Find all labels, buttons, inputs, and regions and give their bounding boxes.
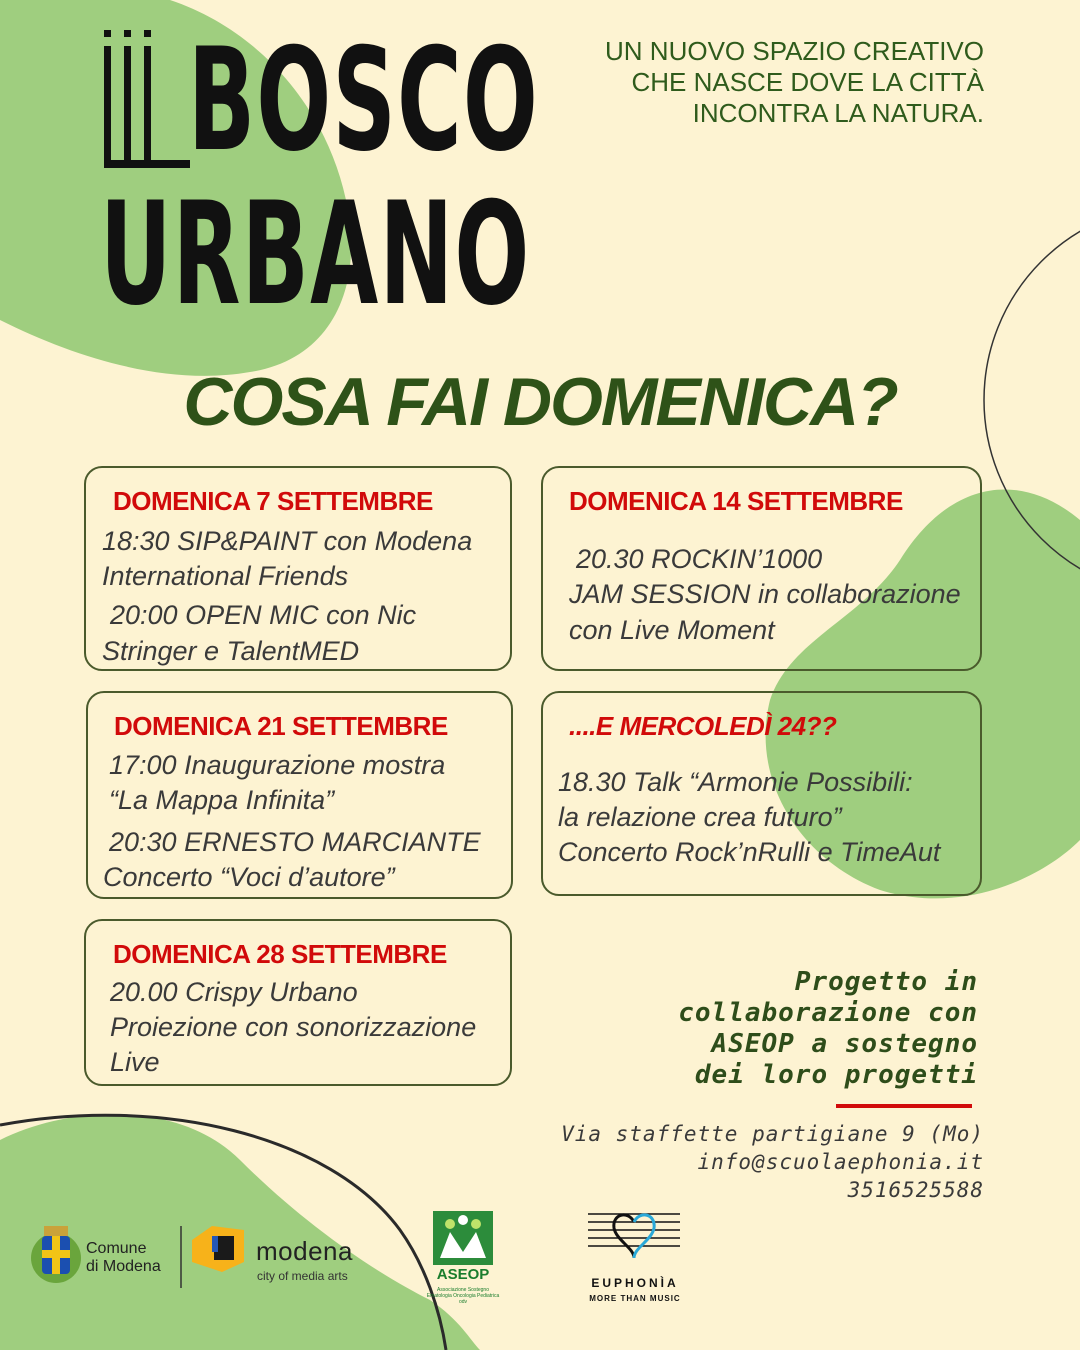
logo-line-urbano: URBANO — [100, 172, 531, 337]
project-line: Progetto in — [794, 967, 978, 997]
event-line: 20:00 OPEN MIC con Nic — [110, 600, 417, 630]
project-note — [578, 967, 978, 1091]
sponsor-modena-name: modena — [256, 1236, 353, 1266]
event-date: DOMENICA 21 SETTEMBRE — [114, 711, 448, 741]
logo-line-bosco: BOSCO — [188, 18, 540, 183]
sponsor-comune — [86, 1240, 161, 1276]
sponsor-comune-line: di Modena — [86, 1258, 161, 1275]
event-line: “La Mappa Infinita” — [109, 785, 335, 815]
event-card-sept-14 — [541, 466, 982, 671]
event-line: Live — [110, 1047, 160, 1077]
event-line: Stringer e TalentMED — [102, 636, 360, 666]
sponsor-euphonia-sub: MORE THAN MUSIC — [589, 1294, 681, 1303]
event-card-sept-7 — [84, 466, 512, 671]
headline: COSA FAI DOMENICA? — [183, 364, 897, 440]
event-card-sept-28 — [84, 919, 512, 1086]
event-line: Concerto Rock’nRulli e TimeAut — [558, 837, 941, 867]
project-line: ASEOP a sostegno — [711, 1029, 978, 1059]
red-divider — [836, 1104, 972, 1108]
sponsor-aseop-name: ASEOP — [436, 1266, 490, 1283]
tagline-line: INCONTRA LA NATURA. — [692, 98, 984, 128]
sponsor-aseop-sub-line: odv — [458, 1299, 468, 1305]
tagline-line: CHE NASCE DOVE LA CITTÀ — [631, 67, 984, 97]
event-date: DOMENICA 14 SETTEMBRE — [569, 486, 903, 516]
event-line: la relazione crea futuro” — [558, 802, 842, 832]
sponsor-modena-sub: city of media arts — [257, 1269, 348, 1283]
project-line: dei loro progetti — [694, 1060, 978, 1090]
sponsor-comune-line: Comune — [86, 1240, 147, 1257]
event-date: ....E MERCOLEDÌ 24?? — [569, 711, 837, 741]
event-line: Concerto “Voci d’autore” — [103, 862, 395, 892]
event-date: DOMENICA 28 SETTEMBRE — [113, 939, 447, 969]
aseop-logo-icon — [433, 1211, 493, 1265]
event-line: 18.30 Talk “Armonie Possibili: — [558, 767, 913, 797]
sponsor-aseop-sub-line: Ematologia Oncologia Pediatrica — [426, 1293, 500, 1299]
event-line: 20:30 ERNESTO MARCIANTE — [109, 827, 481, 857]
contact-address: Via staffette partigiane 9 (Mo) — [561, 1122, 984, 1146]
event-line: International Friends — [102, 561, 349, 591]
event-line: 20.30 ROCKIN’1000 — [576, 544, 823, 574]
event-line: 18:30 SIP&PAINT con Modena — [102, 526, 473, 556]
tagline-line: UN NUOVO SPAZIO CREATIVO — [605, 36, 984, 66]
contact-info — [524, 1120, 984, 1204]
logo-wordmark — [100, 18, 540, 340]
sponsor-euphonia-name: EUPHONÌA — [591, 1276, 679, 1290]
contact-phone[interactable]: 3516525588 — [847, 1178, 984, 1202]
event-date: DOMENICA 7 SETTEMBRE — [113, 486, 433, 516]
sponsor-aseop-sub — [414, 1287, 512, 1305]
euphonia-logo-icon — [588, 1214, 680, 1258]
project-line: collaborazione con — [678, 998, 978, 1028]
event-line: 17:00 Inaugurazione mostra — [109, 750, 446, 780]
event-line: Proiezione con sonorizzazione — [110, 1012, 477, 1042]
sponsor-aseop-sub-line: Associazione Sostegno — [437, 1287, 489, 1293]
contact-email[interactable]: info@scuolaephonia.it — [697, 1150, 984, 1174]
event-line: con Live Moment — [569, 615, 775, 645]
tagline — [564, 36, 984, 129]
event-line: JAM SESSION in collaborazione — [569, 579, 961, 609]
event-line: 20.00 Crispy Urbano — [110, 977, 358, 1007]
event-card-wed-24 — [541, 691, 982, 896]
event-card-sept-21 — [86, 691, 513, 899]
